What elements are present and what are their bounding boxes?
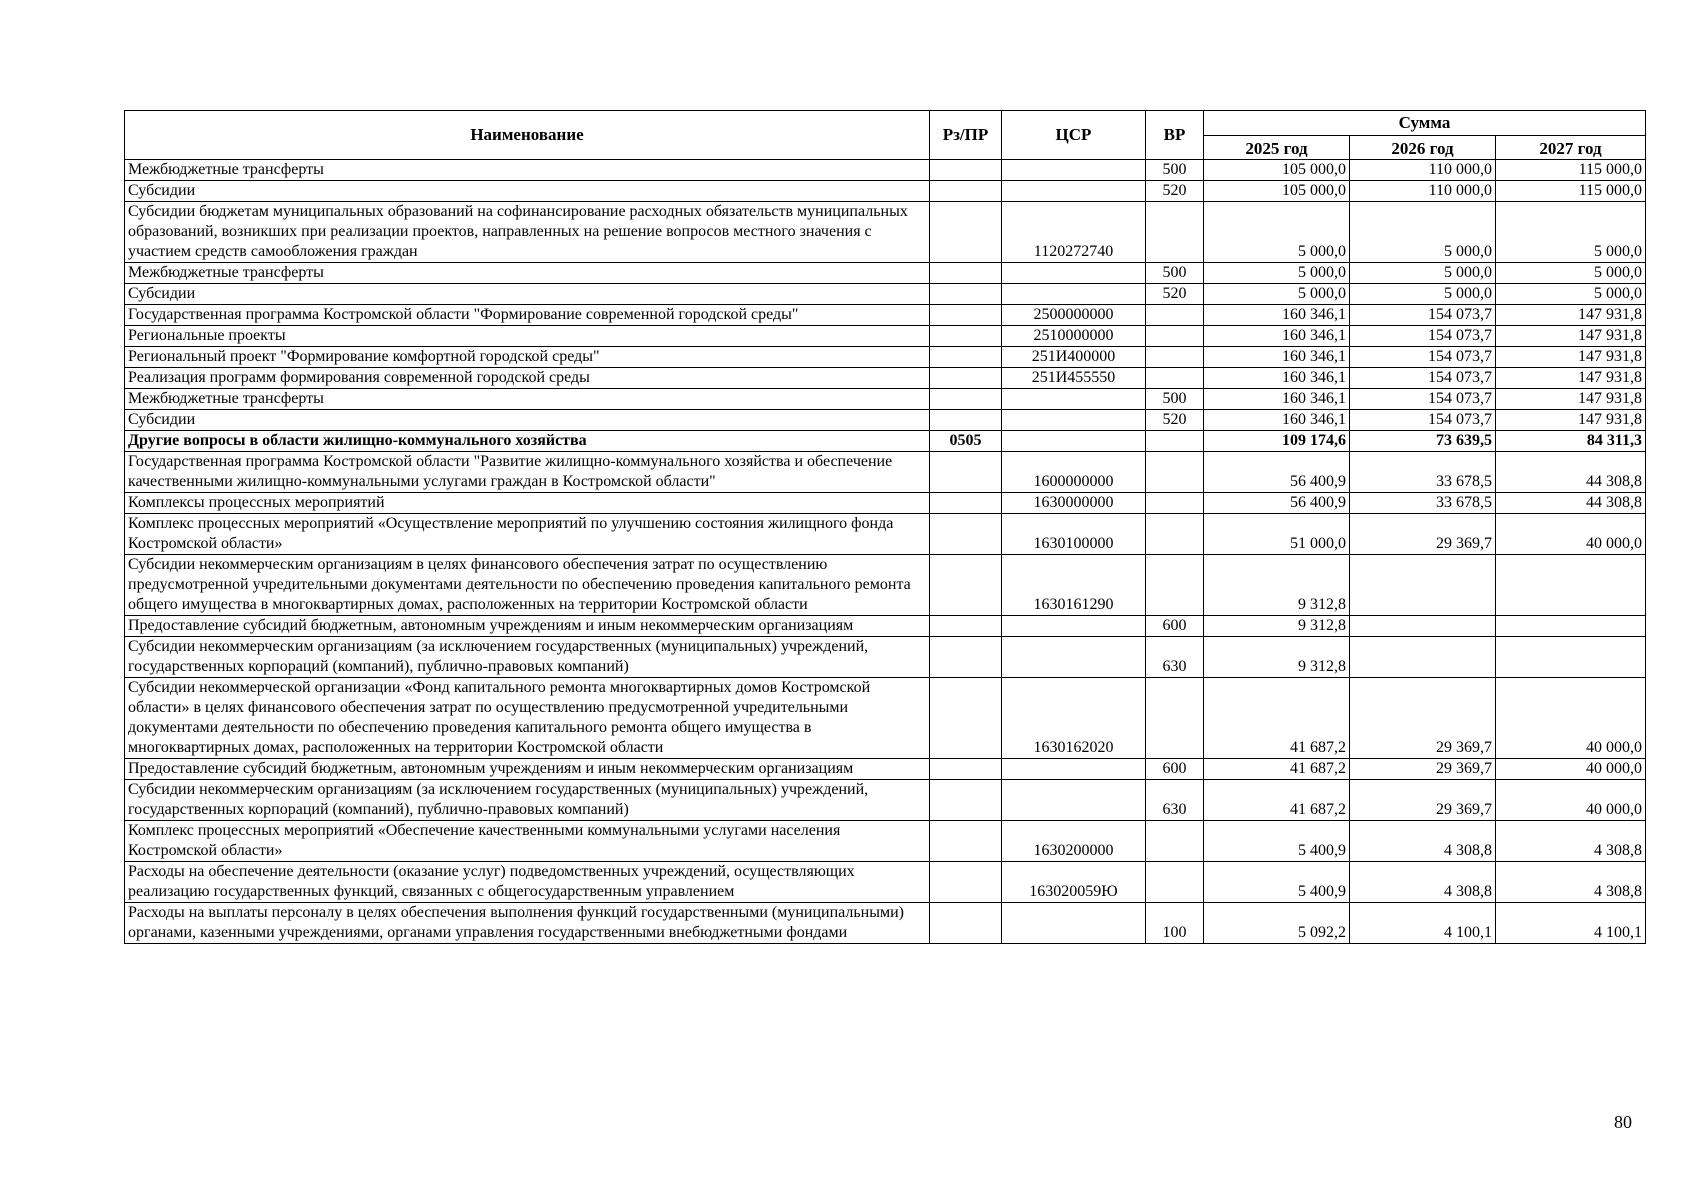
cell-name: Комплекс процессных мероприятий «Осуществление мероприятий по улучшению состояния жилищного фонда Костромской области» (125, 514, 930, 555)
cell-2026: 29 369,7 (1350, 514, 1496, 555)
cell-csr: 251И400000 (1002, 347, 1146, 368)
cell-csr: 2500000000 (1002, 305, 1146, 326)
cell-2026: 154 073,7 (1350, 347, 1496, 368)
cell-2025: 41 687,2 (1204, 780, 1350, 821)
cell-name: Субсидии (125, 284, 930, 305)
cell-2026: 5 000,0 (1350, 263, 1496, 284)
cell-csr: 251И455550 (1002, 368, 1146, 389)
cell-2025: 5 400,9 (1204, 862, 1350, 903)
cell-csr (1002, 637, 1146, 678)
cell-2025: 160 346,1 (1204, 368, 1350, 389)
cell-2026: 154 073,7 (1350, 410, 1496, 431)
cell-csr (1002, 903, 1146, 944)
header-year-2026: 2026 год (1350, 136, 1496, 160)
cell-2027: 40 000,0 (1496, 780, 1646, 821)
table-row (125, 637, 1646, 678)
cell-name: Предоставление субсидий бюджетным, автономным учреждениям и иным некоммерческим организациям (125, 759, 930, 780)
cell-name: Реализация программ формирования современной городской среды (125, 368, 930, 389)
cell-csr: 1600000000 (1002, 452, 1146, 493)
cell-vr: 520 (1146, 181, 1204, 202)
cell-2025: 5 000,0 (1204, 284, 1350, 305)
cell-2025: 160 346,1 (1204, 305, 1350, 326)
cell-name: Субсидии некоммерческим организациям в целях финансового обеспечения затрат по осуществлению предусмотренной учредительными документами деятельности по обеспечению проведения капитального ремонта общего имущества в многоквартирных домах, расположенных на территории Костромской области (125, 555, 930, 616)
cell-2026: 73 639,5 (1350, 431, 1496, 452)
cell-name: Региональный проект "Формирование комфортной городской среды" (125, 347, 930, 368)
page-number: 80 (1614, 1112, 1632, 1132)
cell-vr (1146, 678, 1204, 759)
cell-rz (930, 759, 1002, 780)
cell-vr: 520 (1146, 410, 1204, 431)
cell-2027 (1496, 637, 1646, 678)
cell-2025: 5 000,0 (1204, 202, 1350, 263)
cell-vr (1146, 862, 1204, 903)
cell-vr: 600 (1146, 759, 1204, 780)
cell-rz (930, 305, 1002, 326)
cell-vr: 100 (1146, 903, 1204, 944)
cell-vr (1146, 326, 1204, 347)
cell-2025: 41 687,2 (1204, 678, 1350, 759)
table-header-row (125, 111, 1646, 136)
cell-2026 (1350, 555, 1496, 616)
cell-2027: 84 311,3 (1496, 431, 1646, 452)
cell-2025: 56 400,9 (1204, 452, 1350, 493)
cell-name: Субсидии некоммерческой организации «Фонд капитального ремонта многоквартирных домов Костромской области» в целях финансового обеспечения затрат по осуществлению предусмотренной учредительными документами деятельности по обеспечению проведения капитального ремонта общего имущества в многоквартирных домах, расположенных на территории Костромской области (125, 678, 930, 759)
cell-rz (930, 181, 1002, 202)
cell-name: Субсидии бюджетам муниципальных образований на софинансирование расходных обязательств муниципальных образований, возникших при реализации проектов, направленных на решение вопросов местного значения с участием средств самообложения граждан (125, 202, 930, 263)
cell-name: Субсидии (125, 181, 930, 202)
cell-name: Государственная программа Костромской области "Формирование современной городской среды" (125, 305, 930, 326)
cell-2025: 160 346,1 (1204, 389, 1350, 410)
table-row (125, 389, 1646, 410)
cell-vr (1146, 347, 1204, 368)
cell-name: Предоставление субсидий бюджетным, автономным учреждениям и иным некоммерческим организациям (125, 616, 930, 637)
cell-2027: 147 931,8 (1496, 389, 1646, 410)
cell-rz (930, 263, 1002, 284)
cell-rz (930, 616, 1002, 637)
cell-2026: 5 000,0 (1350, 202, 1496, 263)
cell-rz (930, 821, 1002, 862)
cell-2026: 110 000,0 (1350, 181, 1496, 202)
cell-vr: 630 (1146, 637, 1204, 678)
cell-vr: 500 (1146, 389, 1204, 410)
table-row (125, 514, 1646, 555)
cell-csr: 1630000000 (1002, 493, 1146, 514)
cell-rz (930, 555, 1002, 616)
cell-2025: 51 000,0 (1204, 514, 1350, 555)
cell-csr: 1630161290 (1002, 555, 1146, 616)
cell-rz (930, 780, 1002, 821)
cell-2025: 160 346,1 (1204, 326, 1350, 347)
cell-2025: 9 312,8 (1204, 555, 1350, 616)
table-row (125, 616, 1646, 637)
cell-rz (930, 347, 1002, 368)
cell-2027: 44 308,8 (1496, 452, 1646, 493)
table-row (125, 862, 1646, 903)
cell-2026: 110 000,0 (1350, 160, 1496, 181)
cell-csr (1002, 181, 1146, 202)
cell-vr: 500 (1146, 160, 1204, 181)
cell-2026: 154 073,7 (1350, 305, 1496, 326)
cell-rz (930, 903, 1002, 944)
table-row (125, 678, 1646, 759)
cell-name: Государственная программа Костромской области "Развитие жилищно-коммунального хозяйства и обеспечение качественными жилищно-коммунальными услугами граждан в Костромской области" (125, 452, 930, 493)
cell-rz: 0505 (930, 431, 1002, 452)
cell-vr: 500 (1146, 263, 1204, 284)
table-row (125, 284, 1646, 305)
cell-vr (1146, 368, 1204, 389)
cell-name: Расходы на обеспечение деятельности (оказание услуг) подведомственных учреждений, осуществляющих реализацию государственных функций, связанных с общегосударственным управлением (125, 862, 930, 903)
budget-table (124, 110, 1646, 944)
cell-2027: 4 100,1 (1496, 903, 1646, 944)
table-row (125, 431, 1646, 452)
cell-vr: 630 (1146, 780, 1204, 821)
cell-csr: 1120272740 (1002, 202, 1146, 263)
cell-rz (930, 284, 1002, 305)
cell-csr (1002, 410, 1146, 431)
cell-csr (1002, 160, 1146, 181)
cell-2026: 33 678,5 (1350, 452, 1496, 493)
cell-rz (930, 326, 1002, 347)
cell-2025: 105 000,0 (1204, 181, 1350, 202)
cell-csr (1002, 616, 1146, 637)
cell-2026: 29 369,7 (1350, 678, 1496, 759)
cell-vr (1146, 493, 1204, 514)
cell-2025: 56 400,9 (1204, 493, 1350, 514)
cell-2025: 5 400,9 (1204, 821, 1350, 862)
cell-2025: 5 092,2 (1204, 903, 1350, 944)
cell-2027: 4 308,8 (1496, 862, 1646, 903)
cell-rz (930, 452, 1002, 493)
cell-vr (1146, 555, 1204, 616)
cell-2026: 154 073,7 (1350, 368, 1496, 389)
cell-vr (1146, 514, 1204, 555)
cell-2026: 154 073,7 (1350, 389, 1496, 410)
cell-name: Комплекс процессных мероприятий «Обеспечение качественными коммунальными услугами населения Костромской области» (125, 821, 930, 862)
cell-2027 (1496, 616, 1646, 637)
table-row (125, 452, 1646, 493)
table-row (125, 368, 1646, 389)
cell-2025: 160 346,1 (1204, 347, 1350, 368)
cell-2025: 9 312,8 (1204, 616, 1350, 637)
cell-2027: 147 931,8 (1496, 347, 1646, 368)
cell-rz (930, 410, 1002, 431)
cell-2027: 147 931,8 (1496, 305, 1646, 326)
cell-2026: 29 369,7 (1350, 780, 1496, 821)
cell-rz (930, 368, 1002, 389)
cell-name: Субсидии (125, 410, 930, 431)
cell-2026 (1350, 616, 1496, 637)
table-row (125, 759, 1646, 780)
cell-2027: 5 000,0 (1496, 202, 1646, 263)
cell-csr (1002, 263, 1146, 284)
cell-2027: 5 000,0 (1496, 263, 1646, 284)
cell-csr: 1630100000 (1002, 514, 1146, 555)
cell-2025: 9 312,8 (1204, 637, 1350, 678)
table-row (125, 160, 1646, 181)
cell-csr: 1630162020 (1002, 678, 1146, 759)
cell-rz (930, 493, 1002, 514)
cell-2025: 109 174,6 (1204, 431, 1350, 452)
cell-2027: 40 000,0 (1496, 514, 1646, 555)
cell-2026: 4 308,8 (1350, 862, 1496, 903)
cell-csr: 163020059Ю (1002, 862, 1146, 903)
table-row (125, 263, 1646, 284)
cell-name: Региональные проекты (125, 326, 930, 347)
table-row (125, 347, 1646, 368)
cell-2025: 160 346,1 (1204, 410, 1350, 431)
header-year-2027: 2027 год (1496, 136, 1646, 160)
cell-2027: 4 308,8 (1496, 821, 1646, 862)
cell-name: Межбюджетные трансферты (125, 389, 930, 410)
cell-2027: 115 000,0 (1496, 181, 1646, 202)
cell-name: Комплексы процессных мероприятий (125, 493, 930, 514)
cell-2027: 40 000,0 (1496, 678, 1646, 759)
cell-csr: 2510000000 (1002, 326, 1146, 347)
cell-2027: 147 931,8 (1496, 326, 1646, 347)
cell-vr (1146, 305, 1204, 326)
cell-2027: 147 931,8 (1496, 368, 1646, 389)
cell-name: Расходы на выплаты персоналу в целях обеспечения выполнения функций государственными (муниципальными) органами, казенными учреждениями, органами управления государственными внебюджетными фондами (125, 903, 930, 944)
cell-rz (930, 389, 1002, 410)
cell-name: Субсидии некоммерческим организациям (за исключением государственных (муниципальных) учреждений, государственных корпораций (компаний), публично-правовых компаний) (125, 780, 930, 821)
table-row (125, 326, 1646, 347)
cell-csr (1002, 389, 1146, 410)
cell-rz (930, 862, 1002, 903)
table-row (125, 410, 1646, 431)
cell-2027: 40 000,0 (1496, 759, 1646, 780)
table-row (125, 181, 1646, 202)
cell-2027: 147 931,8 (1496, 410, 1646, 431)
cell-2026: 33 678,5 (1350, 493, 1496, 514)
cell-rz (930, 202, 1002, 263)
cell-2026: 29 369,7 (1350, 759, 1496, 780)
cell-csr (1002, 780, 1146, 821)
cell-name: Межбюджетные трансферты (125, 160, 930, 181)
cell-csr (1002, 284, 1146, 305)
cell-csr (1002, 759, 1146, 780)
cell-2027: 115 000,0 (1496, 160, 1646, 181)
table-row (125, 305, 1646, 326)
header-vr: ВР (1146, 111, 1204, 160)
cell-2026: 4 100,1 (1350, 903, 1496, 944)
cell-csr (1002, 431, 1146, 452)
table-row (125, 903, 1646, 944)
cell-vr: 520 (1146, 284, 1204, 305)
cell-vr (1146, 202, 1204, 263)
header-sum: Сумма (1204, 111, 1646, 136)
cell-vr: 600 (1146, 616, 1204, 637)
cell-2026: 4 308,8 (1350, 821, 1496, 862)
cell-csr: 1630200000 (1002, 821, 1146, 862)
table-row (125, 780, 1646, 821)
table-body (125, 160, 1646, 944)
header-csr: ЦСР (1002, 111, 1146, 160)
cell-rz (930, 637, 1002, 678)
cell-rz (930, 514, 1002, 555)
cell-vr (1146, 431, 1204, 452)
cell-name: Другие вопросы в области жилищно-коммунального хозяйства (125, 431, 930, 452)
header-rz: Рз/ПР (930, 111, 1002, 160)
cell-2026: 154 073,7 (1350, 326, 1496, 347)
cell-name: Субсидии некоммерческим организациям (за исключением государственных (муниципальных) учреждений, государственных корпораций (компаний), публично-правовых компаний) (125, 637, 930, 678)
cell-2026: 5 000,0 (1350, 284, 1496, 305)
cell-2025: 105 000,0 (1204, 160, 1350, 181)
cell-name: Межбюджетные трансферты (125, 263, 930, 284)
cell-2026 (1350, 637, 1496, 678)
header-year-2025: 2025 год (1204, 136, 1350, 160)
table-row (125, 821, 1646, 862)
cell-2027: 44 308,8 (1496, 493, 1646, 514)
cell-2025: 5 000,0 (1204, 263, 1350, 284)
table-row (125, 202, 1646, 263)
table-row (125, 555, 1646, 616)
cell-vr (1146, 452, 1204, 493)
cell-rz (930, 160, 1002, 181)
table-row (125, 493, 1646, 514)
header-name: Наименование (125, 111, 930, 160)
cell-rz (930, 678, 1002, 759)
cell-2027 (1496, 555, 1646, 616)
cell-2027: 5 000,0 (1496, 284, 1646, 305)
cell-vr (1146, 821, 1204, 862)
cell-2025: 41 687,2 (1204, 759, 1350, 780)
